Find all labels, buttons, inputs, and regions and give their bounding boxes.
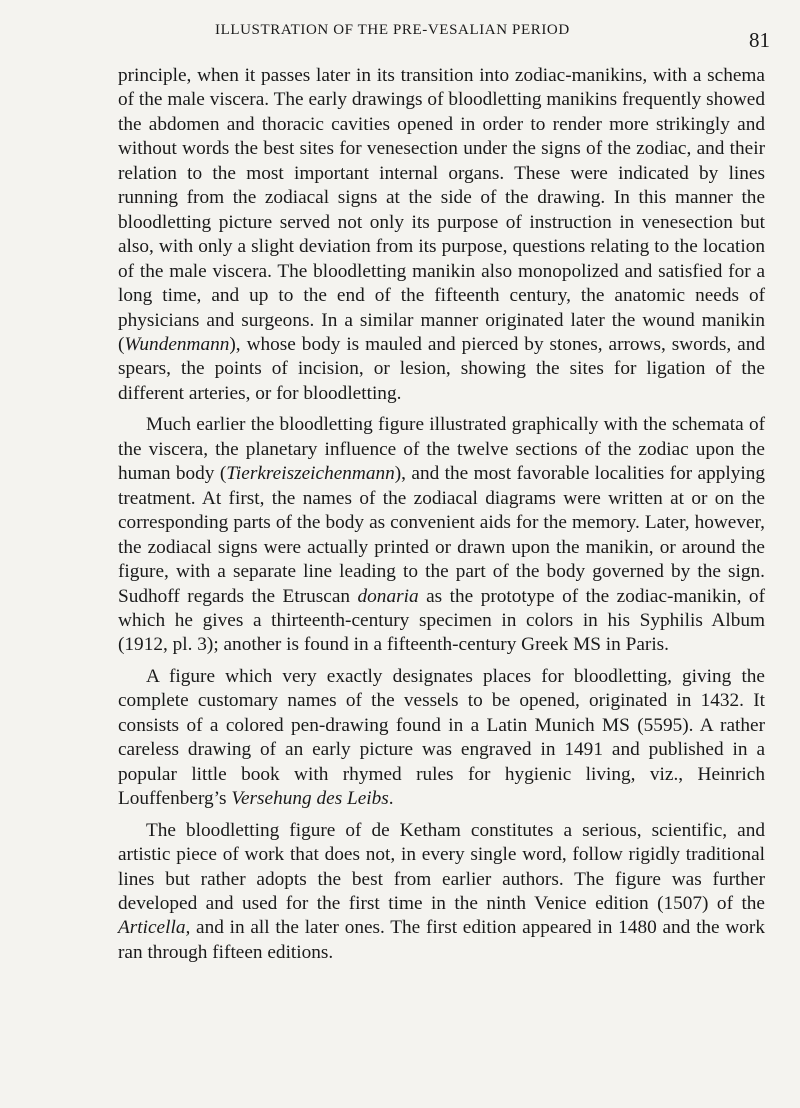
paragraph-4-italic-title: Articella,: [118, 917, 191, 939]
body-text: [118, 64, 765, 972]
paragraph-2-text-a: Much earlier the bloodletting figure illustrated graphically with the schemata of the viscera, the planetary influence of the twelve sections of the zodiac upon the human body (: [118, 414, 765, 485]
paragraph-3-text-b: .: [388, 788, 394, 810]
paragraph-1-text-a: principle, when it passes later in its transition into zodiac-manikins, with a schema of the male viscera. The early drawings of bloodletting manikins frequently showed the abdomen and thoracic cavities opened in order to render more strikingly and without words the best sites for venesection under the signs of the zodiac, and their relation to the most important internal organs. These were indicated by lines running from the zodiacal signs at the side of the drawing. In this manner the bloodletting picture served not only its purpose of instruction in venesection but also, with only a slight deviation from its purpose, questions relating to the location of the male viscera. The bloodletting manikin also monopolized and satisfied for a long time, and up to the end of the fifteenth century, the anatomic needs of physicians and surgeons. In a similar manner originated later the wound manikin (: [118, 65, 765, 355]
paragraph-2-italic-term-1: Tierkreiszeichenmann: [226, 463, 395, 485]
paragraph-1: [118, 64, 765, 406]
paragraph-3-italic-title: Versehung des Leibs: [231, 788, 389, 810]
paragraph-4-text-b: and in all the later ones. The first edition appeared in 1480 and the work ran through fifteen editions.: [118, 917, 765, 963]
paragraph-2-text-c: as the prototype of the zodiac-manikin, of which he gives a thirteenth-century specimen in colors in his Syphilis Album (1912, pl. 3); another is found in a fifteenth-century Greek MS in Paris.: [118, 585, 765, 656]
paragraph-4: [118, 819, 765, 966]
page-number: 81: [749, 28, 770, 52]
running-title: ILLUSTRATION OF THE PRE-VESALIAN PERIOD: [215, 22, 570, 38]
paragraph-2: [118, 413, 765, 658]
paragraph-3-text-a: A figure which very exactly designates places for bloodletting, giving the complete customary names of the vessels to be opened, originated in 1432. It consists of a colored pen-drawing found in a Latin Munich MS (5595). A rather careless drawing of an early picture was engraved in 1491 and published in a popular little book with rhymed rules for hygienic living, viz., Heinrich Louffenberg’s: [118, 665, 765, 810]
paragraph-3: [118, 665, 765, 812]
paragraph-1-italic-term: Wundenmann: [124, 333, 230, 355]
paragraph-1-text-b: ), whose body is mauled and pierced by stones, arrows, swords, and spears, the points of incision, or lesion, showing the sites for ligation of the different arteries, or for bloodletting.: [118, 333, 765, 404]
paragraph-4-text-a: The bloodletting figure of de Ketham constitutes a serious, scientific, and artistic piece of work that does not, in every single word, follow rigidly traditional lines but rather adopts the best from earlier authors. The figure was further developed and used for the first time in the ninth Venice edition (1507) of the: [118, 819, 765, 914]
paragraph-2-italic-term-2: donaria: [357, 585, 419, 607]
paragraph-2-text-b: ), and the most favorable localities for applying treatment. At first, the names of the zodiacal diagrams were written at or on the corresponding parts of the body as convenient aids for the memory. Later, however, the zodiacal signs were actually printed or drawn upon the manikin, or around the figure, with a separate line leading to the part of the body governed by the sign. Sudhoff regards the Etruscan: [118, 463, 765, 607]
